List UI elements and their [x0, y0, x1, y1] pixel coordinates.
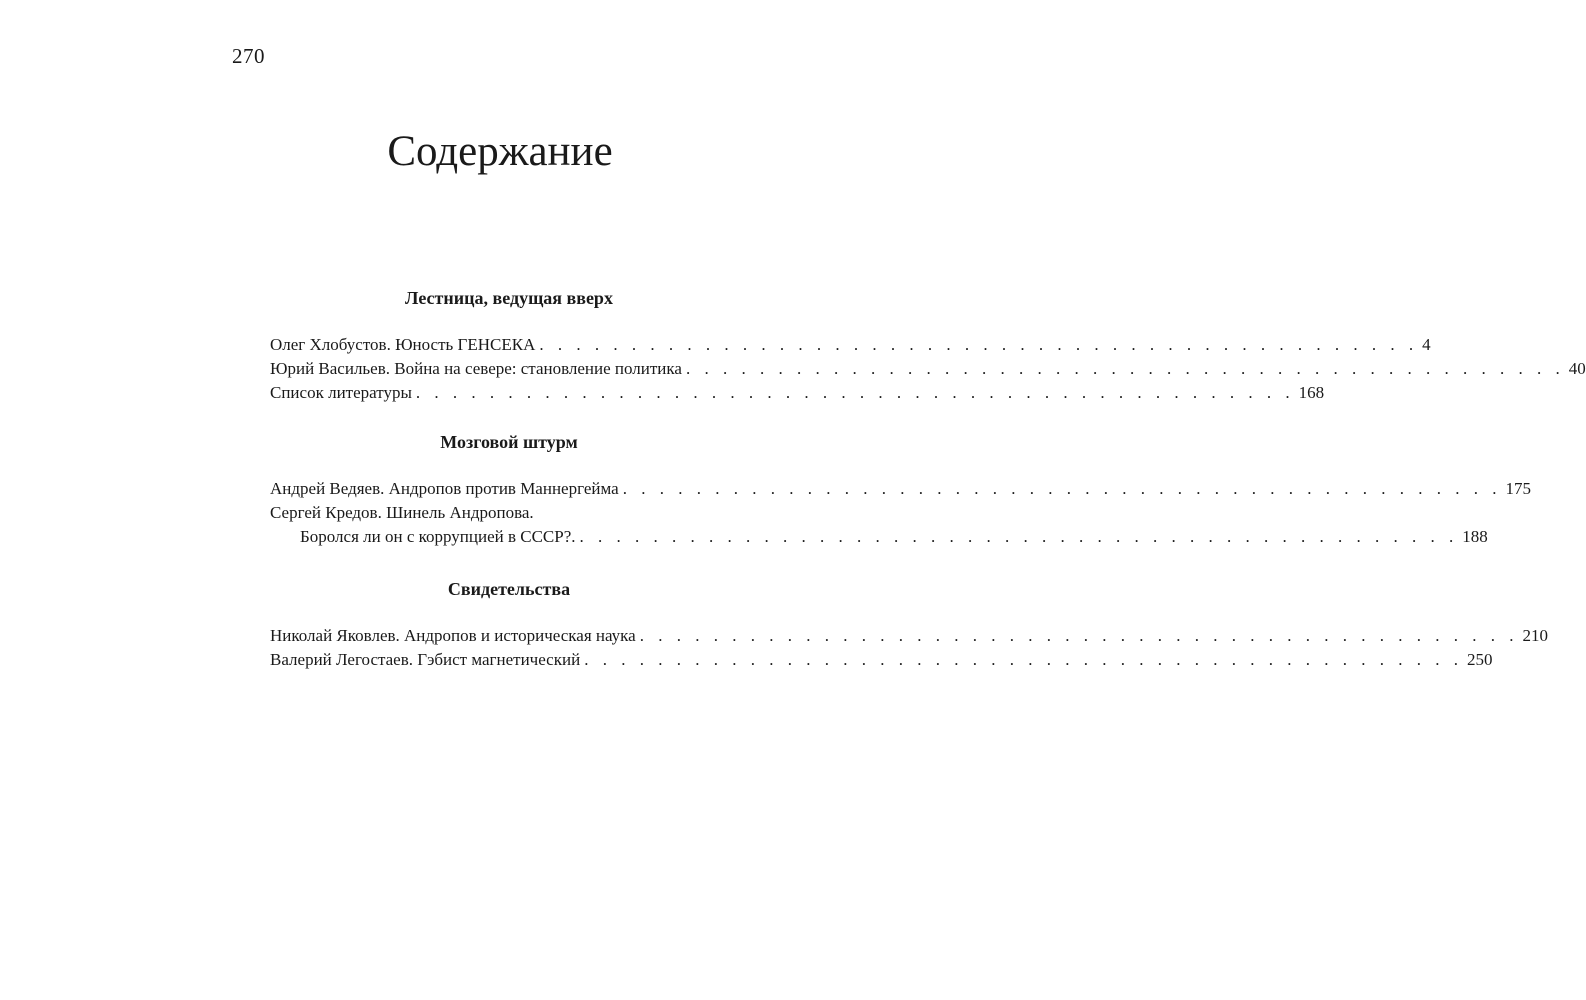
dot-leader: . . . . . . . . . . . . . . . . . . . . . . . . . . . . . . . . . . . . . . . . . . . . . . . . — [579, 527, 1459, 546]
entry-page-number: 4 — [1422, 335, 1431, 354]
toc-entry — [270, 357, 1586, 381]
toc-section-3 — [270, 578, 1548, 672]
dot-leader: . . . . . . . . . . . . . . . . . . . . . . . . . . . . . . . . . . . . . . . . . . . . . . . . — [415, 383, 1295, 402]
toc-section-2 — [270, 431, 1531, 549]
toc-entry — [270, 624, 1548, 648]
toc-entry-continuation — [270, 525, 1488, 549]
entry-page-number: 250 — [1466, 650, 1493, 669]
entry-title: Список литературы — [270, 383, 412, 402]
entry-page-number: 40 — [1568, 359, 1586, 378]
entry-title: Сергей Кредов. Шинель Андропова. — [270, 503, 534, 522]
toc-entry — [270, 477, 1531, 501]
entry-page-number: 168 — [1298, 383, 1325, 402]
section-entries — [270, 477, 1531, 549]
toc-entry-first-line — [270, 501, 748, 525]
page-title: Содержание — [387, 128, 613, 175]
section-heading: Свидетельства — [447, 579, 571, 599]
dot-leader: . . . . . . . . . . . . . . . . . . . . . . . . . . . . . . . . . . . . . . . . . . . . . . . . — [622, 479, 1502, 498]
toc-entry — [270, 333, 1431, 357]
entry-title: Юрий Васильев. Война на севере: становление политика — [270, 359, 682, 378]
entry-page-number: 210 — [1522, 626, 1548, 645]
entry-title: Николай Яковлев. Андропов и историческая наука — [270, 626, 636, 645]
toc-entry — [270, 381, 1325, 405]
dot-leader: . . . . . . . . . . . . . . . . . . . . . . . . . . . . . . . . . . . . . . . . . . . . . . . . — [584, 650, 1463, 669]
entry-page-number: 188 — [1462, 527, 1488, 546]
page-number: 270 — [232, 44, 265, 68]
entry-title: Андрей Ведяев. Андропов против Маннергейма — [270, 479, 619, 498]
toc-section-1 — [270, 287, 1586, 405]
toc-entry — [270, 648, 1493, 672]
entry-title: Валерий Легостаев. Гэбист магнетический — [270, 650, 581, 669]
entry-subtitle: Боролся ли он с коррупцией в СССР?. — [300, 527, 576, 546]
section-entries — [270, 624, 1548, 672]
entry-page-number: 175 — [1505, 479, 1531, 498]
section-heading: Мозговой штурм — [440, 432, 578, 452]
dot-leader: . . . . . . . . . . . . . . . . . . . . . . . . . . . . . . . . . . . . . . . . . . . . . . . . — [539, 335, 1419, 354]
section-heading: Лестница, ведущая вверх — [405, 288, 613, 308]
dot-leader: . . . . . . . . . . . . . . . . . . . . . . . . . . . . . . . . . . . . . . . . . . . . . . . . — [685, 359, 1565, 378]
dot-leader: . . . . . . . . . . . . . . . . . . . . . . . . . . . . . . . . . . . . . . . . . . . . . . . . — [639, 626, 1519, 645]
section-entries — [270, 333, 1586, 405]
entry-title: Олег Хлобустов. Юность ГЕНСЕКА — [270, 335, 536, 354]
